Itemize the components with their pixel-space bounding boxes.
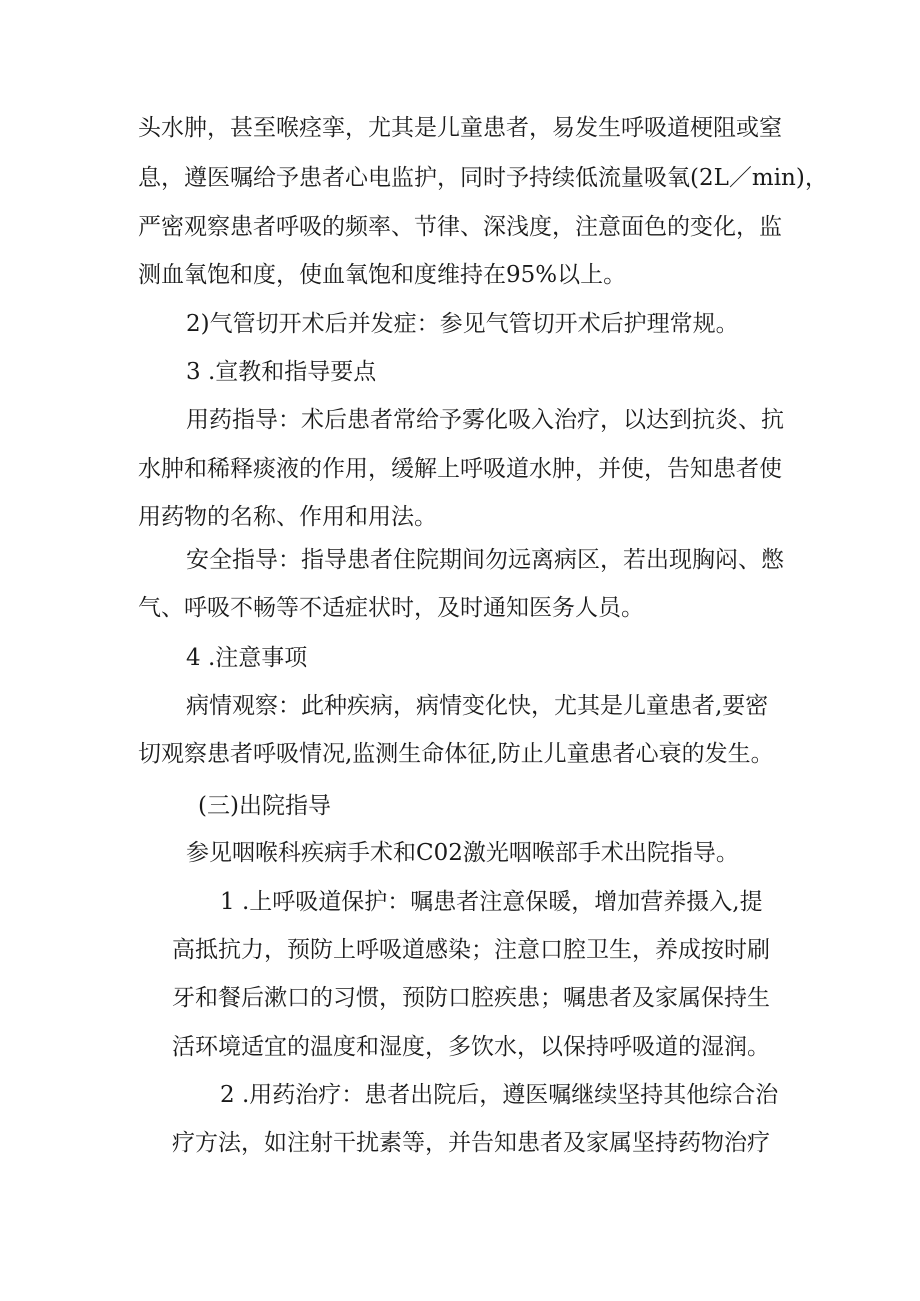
section-heading: 4 .注意事项 bbox=[186, 645, 308, 671]
text-line: 息，遵医嘱给予患者心电监护，同时予持续低流量吸氧(2L／min)， bbox=[138, 165, 828, 191]
text-line: 测血氧饱和度，使血氧饱和度维持在95%以上。 bbox=[138, 262, 627, 288]
text-line: 活环境适宜的温度和湿度，多饮水，以保持呼吸道的湿润。 bbox=[172, 1034, 770, 1060]
text-line: 气、呼吸不畅等不适症状时，及时通知医务人员。 bbox=[138, 595, 644, 621]
text-line: 用药指导：术后患者常给予雾化吸入治疗，以达到抗炎、抗 bbox=[186, 407, 784, 433]
text-line: 水肿和稀释痰液的作用，缓解上呼吸道水肿，并使，告知患者使 bbox=[138, 456, 782, 482]
text-line: 1 .上呼吸道保护：嘱患者注意保暖，增加营养摄入,提 bbox=[220, 889, 763, 915]
section-heading: 3 .宣教和指导要点 bbox=[186, 359, 377, 385]
section-heading: (三)出院指导 bbox=[198, 793, 331, 819]
text-line: 参见咽喉科疾病手术和C02激光咽喉部手术出院指导。 bbox=[186, 840, 739, 866]
text-line: 2)气管切开术后并发症：参见气管切开术后护理常规。 bbox=[186, 311, 739, 337]
text-line: 切观察患者呼吸情况,监测生命体征,防止儿童患者心衰的发生。 bbox=[138, 741, 774, 767]
text-line: 牙和餐后漱口的习惯，预防口腔疾患；嘱患者及家属保持生 bbox=[172, 985, 770, 1011]
text-line: 2 .用药治疗：患者出院后，遵医嘱继续坚持其他综合治 bbox=[220, 1082, 779, 1108]
text-line: 病情观察：此种疾病，病情变化快，尤其是儿童患者,要密 bbox=[186, 693, 769, 719]
text-line: 疗方法，如注射干扰素等，并告知患者及家属坚持药物治疗 bbox=[172, 1130, 770, 1156]
text-line: 严密观察患者呼吸的频率、节律、深浅度，注意面色的变化，监 bbox=[138, 214, 782, 240]
text-line: 安全指导：指导患者住院期间勿远离病区，若出现胸闷、憋 bbox=[186, 547, 784, 573]
text-line: 头水肿，甚至喉痉挛，尤其是儿童患者，易发生呼吸道梗阻或窒 bbox=[138, 115, 782, 141]
text-line: 用药物的名称、作用和用法。 bbox=[138, 504, 437, 530]
text-line: 高抵抗力，预防上呼吸道感染；注意口腔卫生，养成按时刷 bbox=[172, 937, 770, 963]
